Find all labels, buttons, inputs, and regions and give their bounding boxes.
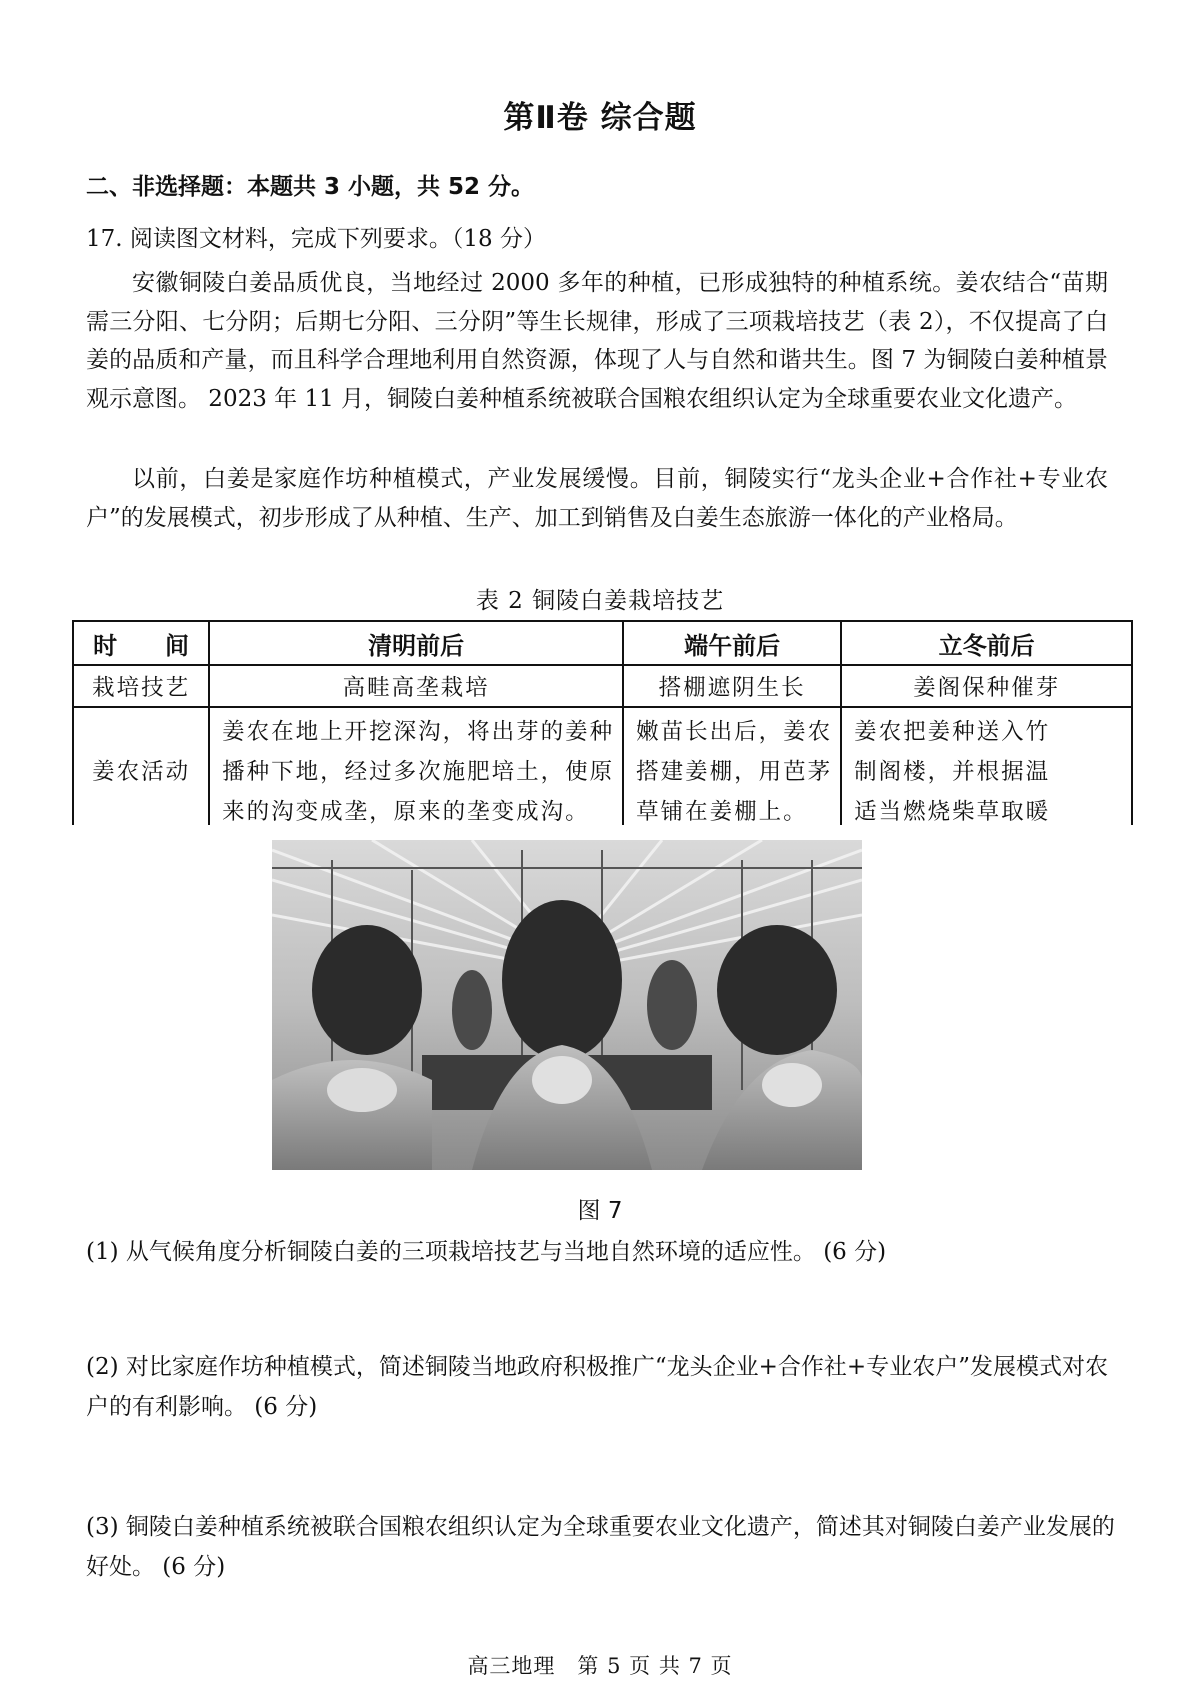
figure-caption: 图 7: [577, 1198, 623, 1224]
activity-line: 适当燃烧柴草取暖: [854, 799, 1051, 825]
ginger-rhizome: [762, 1063, 822, 1107]
cultivation-table: [72, 620, 1133, 825]
subquestion-2: (2) 对比家庭作坊种植模式，简述铜陵当地政府积极推广“龙头企业+合作社+专业农户”发展模式对农户的有利影响。 (6 分): [86, 1354, 1108, 1420]
activity-line: 来的沟变成垄，原来的垄变成沟。: [222, 799, 590, 825]
table-row: [73, 621, 1132, 665]
question-stem: 17. 阅读图文材料，完成下列要求。（18 分）: [86, 226, 546, 252]
activity-cell: [209, 707, 623, 825]
row-label-activity: 姜农活动: [73, 707, 209, 825]
activity-line: 播种下地，经过多次施肥培土，使原: [222, 759, 615, 785]
row-label-technique: 栽培技艺: [73, 665, 209, 707]
activity-cell: [841, 707, 1132, 825]
activity-line: 制阁楼，并根据温: [854, 759, 1051, 785]
section-heading: 二、非选择题：本题共 3 小题，共 52 分。: [86, 174, 535, 200]
activity-line: 搭建姜棚，用芭茅: [636, 759, 833, 785]
table-caption: 表 2 铜陵白姜栽培技艺: [475, 588, 725, 614]
technique-cell: 搭棚遮阴生长: [623, 665, 841, 707]
subquestion-3: (3) 铜陵白姜种植系统被联合国粮农组织认定为全球重要农业文化遗产，简述其对铜陵白姜产业发展的好处。 (6 分): [86, 1514, 1115, 1580]
table-row: [73, 665, 1132, 707]
activity-line: 草铺在姜棚上。: [636, 799, 808, 825]
material-paragraph-1: 安徽铜陵白姜品质优良，当地经过 2000 多年的种植，已形成独特的种植系统。姜农结合“苗期需三分阳、七分阴；后期七分阳、三分阴”等生长规律，形成了三项栽培技艺（表 2），不仅提高了白姜的品质和产量，而且科学合理地利用自然资源，体现了人与自然和谐共生。图 7 为铜陵白姜种植景观示意图。 2023 年 11 月，铜陵白姜种植系统被联合国粮农组织认定为全球重要农业文化遗产。: [86, 270, 1108, 412]
technique-cell: 姜阁保种催芽: [841, 665, 1132, 707]
subquestion-1: (1) 从气候角度分析铜陵白姜的三项栽培技艺与当地自然环境的适应性。 (6 分): [86, 1239, 887, 1265]
activity-cell: [623, 707, 841, 825]
time-cell: 立冬前后: [841, 621, 1132, 665]
row-label-time: 时 间: [73, 621, 209, 665]
table-row: [73, 707, 1132, 825]
activity-line: 嫩苗长出后，姜农: [636, 719, 833, 745]
ginger-rhizome: [532, 1056, 592, 1104]
ginger-rhizome: [327, 1068, 397, 1112]
material-paragraph-2: 以前，白姜是家庭作坊种植模式，产业发展缓慢。目前，铜陵实行“龙头企业+合作社+专业农户”的发展模式，初步形成了从种植、生产、加工到销售及白姜生态旅游一体化的产业格局。: [86, 466, 1108, 531]
activity-line: 姜农在地上开挖深沟，将出芽的姜种: [222, 719, 615, 745]
activity-line: 姜农把姜种送入竹: [854, 719, 1051, 745]
time-cell: 端午前后: [623, 621, 841, 665]
table-clip: [60, 615, 1133, 825]
ginger-shed-photo: [272, 840, 862, 1170]
page-footer: 高三地理 第 5 页 共 7 页: [467, 1654, 733, 1678]
paper-section-title: 第Ⅱ卷 综合题: [503, 100, 697, 136]
time-cell: 清明前后: [209, 621, 623, 665]
technique-cell: 高畦高垄栽培: [209, 665, 623, 707]
